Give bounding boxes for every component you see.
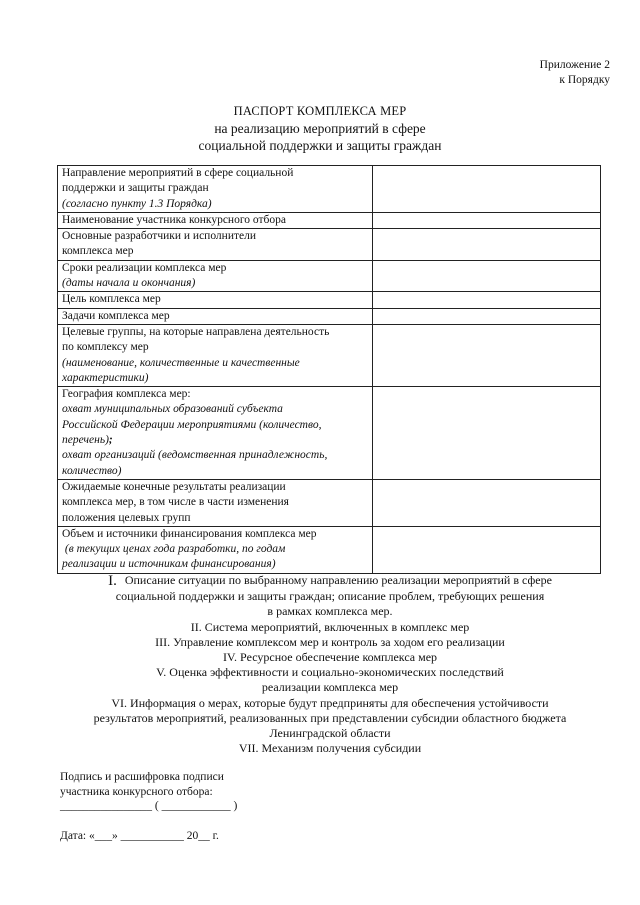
signature-block [60,770,237,814]
table-row [58,166,601,213]
row-value[interactable] [373,479,601,526]
table-row [58,292,601,308]
row-value[interactable] [373,526,601,573]
table-row [58,260,601,292]
table-row [58,479,601,526]
title-line-2: на реализацию мероприятий в сфере [214,121,426,136]
passport-table [57,165,601,574]
signature-field[interactable]: ________________ ( ____________ ) [60,800,238,812]
row-label: География комплекса мер: охват муниципальных образований субъекта Российской Федерации мероприятиями (количество, перечень); охват организаций (ведомственная принадлежность, количество) [58,387,373,480]
section-1-line-3: в рамках комплекса мер. [267,604,393,619]
row-value[interactable] [373,260,601,292]
row-value[interactable] [373,166,601,213]
appendix-note [540,58,610,88]
appendix-line-2: к Порядку [559,74,610,86]
row-label: Направление мероприятий в сфере социальной поддержки и защиты граждан (согласно пункту 1.3 Порядка) [58,166,373,213]
row-label: Объем и источники финансирования комплекса мер (в текущих ценах года разработки, по годам реализации и источникам финансирования) [58,526,373,573]
signature-line-1: Подпись и расшифровка подписи [60,771,224,783]
title-line-1: ПАСПОРТ КОМПЛЕКСА МЕР [233,104,407,118]
table-row [58,308,601,324]
section-1-line-2: социальной поддержки и защиты граждан; описание проблем, требующих решения [115,589,545,604]
signature-line-2: участника конкурсного отбора: [60,785,213,798]
section-7: VII. Механизм получения субсидии [238,741,422,756]
section-5-line-2: реализации комплекса мер [261,680,399,695]
section-1: I. Описание ситуации по выбранному направлению реализации мероприятий в сфере [108,573,552,589]
row-label: Основные разработчики и исполнители комплекса мер [58,229,373,261]
document-title [0,103,640,154]
table-row [58,212,601,228]
row-label: Ожидаемые конечные результаты реализации комплекса мер, в том числе в части изменения положения целевых групп [58,479,373,526]
section-3: III. Управление комплексом мер и контроль за ходом его реализации [155,634,505,649]
row-value[interactable] [373,324,601,386]
title-line-3: социальной поддержки и защиты граждан [198,138,442,153]
row-value[interactable] [373,229,601,261]
row-label: Задачи комплекса мер [58,308,373,324]
date-field[interactable]: Дата: «___» ___________ 20__ г. [60,830,219,842]
table-row [58,229,601,261]
section-5: V. Оценка эффективности и социально-экономических последствий [156,665,504,680]
sections-list [55,573,605,756]
section-6-line-3: Ленинградской области [269,726,391,741]
row-value[interactable] [373,387,601,480]
table-row [58,387,601,480]
section-6-line-2: результатов мероприятий, реализованных при представлении субсидии областного бюджета [93,710,567,725]
appendix-line-1: Приложение 2 [539,59,610,71]
section-2: II. Система мероприятий, включенных в комплекс мер [190,619,470,634]
row-value[interactable] [373,308,601,324]
table-row [58,526,601,573]
row-value[interactable] [373,212,601,228]
section-1-number: I. [108,573,117,589]
section-6: VI. Информация о мерах, которые будут предприняты для обеспечения устойчивости [111,695,549,710]
section-4: IV. Ресурсное обеспечение комплекса мер [222,650,438,665]
table-row [58,324,601,386]
row-label: Цель комплекса мер [58,292,373,308]
row-label: Сроки реализации комплекса мер (даты начала и окончания) [58,260,373,292]
row-label: Целевые группы, на которые направлена деятельность по комплексу мер (наименование, количественные и качественные характеристики) [58,324,373,386]
row-value[interactable] [373,292,601,308]
row-label: Наименование участника конкурсного отбора [58,212,373,228]
